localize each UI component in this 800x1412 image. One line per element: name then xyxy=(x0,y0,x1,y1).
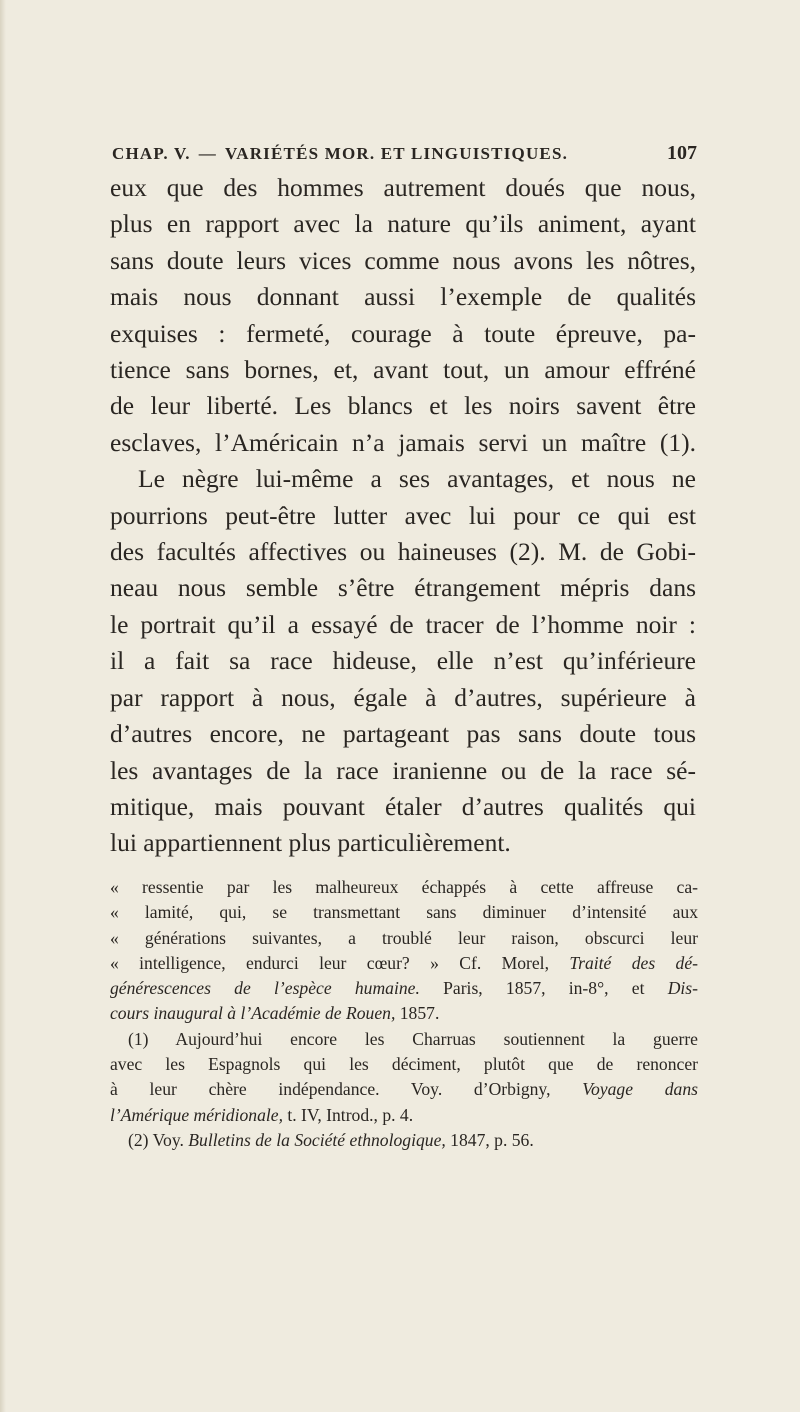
main-text xyxy=(110,170,696,862)
chapter-label: CHAP. V. xyxy=(112,144,191,163)
footnote-line: « générations suivantes, a troublé leur raison, obscurci leur xyxy=(110,927,698,948)
footnote-line: « lamité, qui, se transmettant sans diminuer d’intensité aux xyxy=(110,902,698,923)
footnote-line: « ressentie par les malheureux échappés à cette affreuse ca- xyxy=(110,877,698,897)
orbigny-title: Voyage dans xyxy=(582,1079,698,1100)
morel-title-cont: générescences de l’espèce humaine. xyxy=(110,978,420,999)
text-line: plus en rapport avec la nature qu’ils animent, ayant xyxy=(110,209,696,239)
text-line: neau nous semble s’être étrangement mépris dans xyxy=(110,573,696,603)
footnote-1-line: avec les Espagnols qui les déciment, plutôt que de renoncer xyxy=(110,1054,698,1075)
orbigny-reference: t. IV, Introd., p. 4. xyxy=(282,1104,414,1125)
footnote-1-line xyxy=(110,1077,698,1102)
text-line: tience sans bornes, et, avant tout, un amour effréné xyxy=(110,355,696,385)
footnote-2-prefix: (2) Voy. xyxy=(128,1129,189,1150)
footnote-line xyxy=(110,1001,698,1026)
text-line: pourrions peut-être lutter avec lui pour ce qui est xyxy=(110,500,696,530)
footnote-1-line xyxy=(110,1103,698,1128)
footnote-text: « intelligence, endurci leur cœur? » Cf. Morel, xyxy=(110,952,570,973)
footnote-line xyxy=(110,951,698,976)
header-dash: — xyxy=(198,144,217,163)
text-line: il a fait sa race hideuse, elle n’est qu’inférieure xyxy=(110,646,696,676)
text-line: lui appartiennent plus particulièrement. xyxy=(110,828,511,858)
text-line: sans doute leurs vices comme nous avons les nôtres, xyxy=(110,245,696,275)
text-line: le portrait qu’il a essayé de tracer de l’homme noir : xyxy=(110,609,696,639)
morel-title: Traité des dé- xyxy=(569,952,698,973)
text-line: les avantages de la race iranienne ou de la race sé- xyxy=(110,755,696,785)
bulletins-title: Bulletins de la Société ethnologique, xyxy=(188,1129,446,1150)
discours-year: 1857. xyxy=(395,1003,440,1024)
discours-title: Dis- xyxy=(667,978,699,999)
text-line: mais nous donnant aussi l’exemple de qualités xyxy=(110,282,696,312)
footnote-2-line xyxy=(110,1128,698,1153)
footnotes xyxy=(110,875,698,1153)
text-line: de leur liberté. Les blancs et les noirs savent être xyxy=(110,391,696,421)
discours-title-cont: cours inaugural à l’Académie de Rouen, xyxy=(110,1003,396,1024)
text-line: mitique, mais pouvant étaler d’autres qualités qui xyxy=(110,791,696,821)
text-line: exquises : fermeté, courage à toute épreuve, pa- xyxy=(110,318,696,348)
running-title-text: VARIÉTÉS MOR. ET LINGUISTIQUES. xyxy=(224,144,569,163)
orbigny-title-cont: l’Amérique méridionale, xyxy=(110,1104,283,1125)
text-line: des facultés affectives ou haineuses (2). M. de Gobi- xyxy=(110,537,696,567)
morel-publication: Paris, 1857, in-8°, et xyxy=(419,978,668,999)
text-line: eux que des hommes autrement doués que nous, xyxy=(110,173,696,202)
bulletins-reference: 1847, p. 56. xyxy=(445,1129,534,1150)
page-edge xyxy=(0,0,6,1412)
footnote-1-text: à leur chère indépendance. Voy. d’Orbigny, xyxy=(110,1079,583,1100)
running-title xyxy=(112,144,568,164)
footnote-line xyxy=(110,976,698,1001)
running-header xyxy=(112,142,697,168)
text-line: Le nègre lui-même a ses avantages, et nous ne xyxy=(138,464,696,494)
text-line: d’autres encore, ne partageant pas sans doute tous xyxy=(110,719,696,749)
page-number: 107 xyxy=(667,142,697,164)
footnote-1-line: (1) Aujourd’hui encore les Charruas soutiennent la guerre xyxy=(128,1028,698,1049)
text-line: par rapport à nous, égale à d’autres, supérieure à xyxy=(110,682,696,712)
text-line: esclaves, l’Américain n’a jamais servi un maître (1). xyxy=(110,427,696,457)
